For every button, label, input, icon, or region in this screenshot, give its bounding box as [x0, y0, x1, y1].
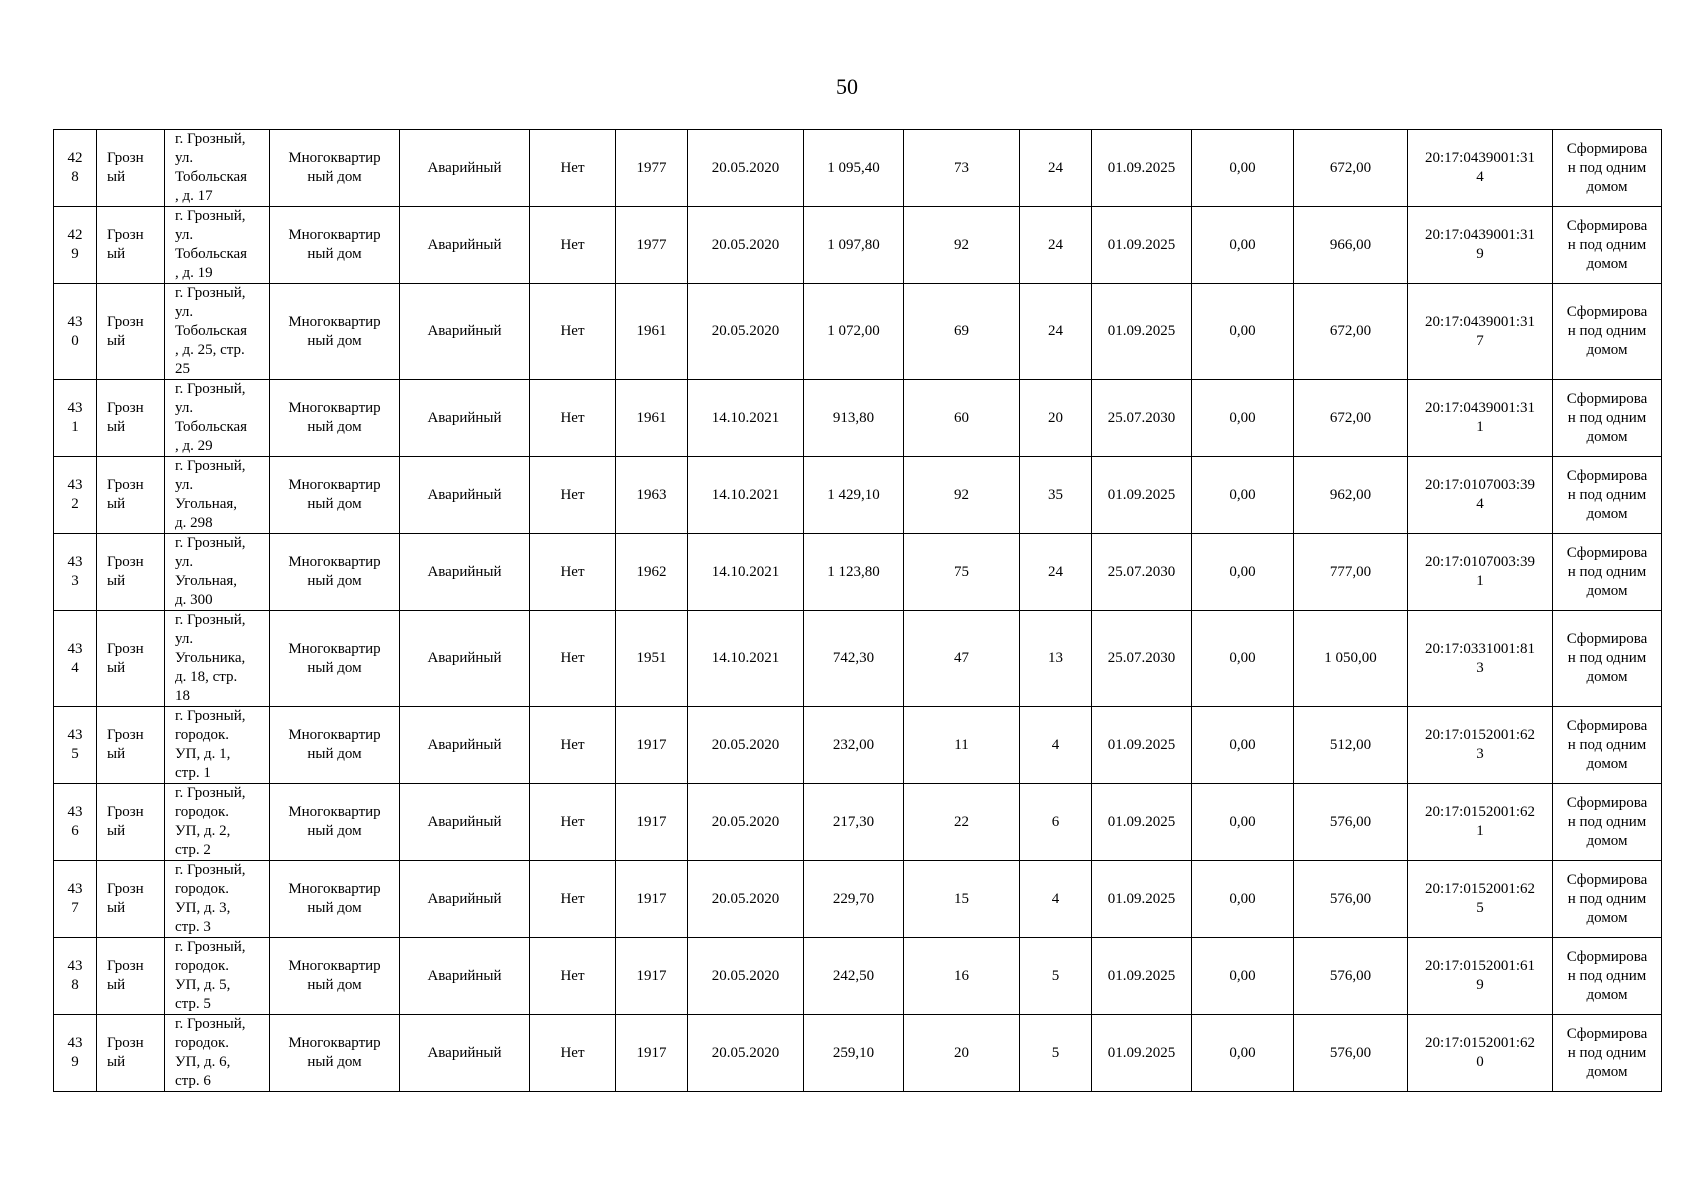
row-number-cell: 43 7 — [54, 861, 97, 938]
table-body — [54, 130, 1662, 1092]
city-cell: Грозн ый — [97, 380, 165, 457]
address-cell: г. Грозный, городок. УП, д. 2, стр. 2 — [165, 784, 270, 861]
address-cell: г. Грозный, ул. Угольная, д. 298 — [165, 457, 270, 534]
building-type-cell: Многоквартир ный дом — [270, 130, 400, 207]
recognized-date-cell: 14.10.2021 — [688, 380, 804, 457]
status-cell: Аварийный — [400, 707, 530, 784]
row-number-cell: 43 6 — [54, 784, 97, 861]
row-number-cell: 43 1 — [54, 380, 97, 457]
recognized-date-cell: 14.10.2021 — [688, 534, 804, 611]
address-cell: г. Грозный, городок. УП, д. 1, стр. 1 — [165, 707, 270, 784]
building-type-cell: Многоквартир ный дом — [270, 784, 400, 861]
apartments-cell: 4 — [1020, 707, 1092, 784]
cadastral-number-cell: 20:17:0107003:39 1 — [1408, 534, 1553, 611]
cadastral-number-cell: 20:17:0107003:39 4 — [1408, 457, 1553, 534]
area-cell: 913,80 — [804, 380, 904, 457]
flag-cell: Нет — [530, 611, 616, 707]
value1-cell: 0,00 — [1192, 534, 1294, 611]
building-type-cell: Многоквартир ный дом — [270, 207, 400, 284]
city-cell: Грозн ый — [97, 207, 165, 284]
note-cell: Сформирова н под одним домом — [1553, 457, 1662, 534]
year-cell: 1917 — [616, 1015, 688, 1092]
flag-cell: Нет — [530, 284, 616, 380]
table-row — [54, 707, 1662, 784]
status-cell: Аварийный — [400, 457, 530, 534]
year-cell: 1917 — [616, 784, 688, 861]
flag-cell: Нет — [530, 861, 616, 938]
value1-cell: 0,00 — [1192, 861, 1294, 938]
cadastral-number-cell: 20:17:0152001:62 0 — [1408, 1015, 1553, 1092]
area-cell: 1 097,80 — [804, 207, 904, 284]
row-number-cell: 43 9 — [54, 1015, 97, 1092]
value2-cell: 962,00 — [1294, 457, 1408, 534]
flag-cell: Нет — [530, 380, 616, 457]
note-cell: Сформирова н под одним домом — [1553, 380, 1662, 457]
apartments-cell: 24 — [1020, 207, 1092, 284]
table-row — [54, 284, 1662, 380]
residents-cell: 20 — [904, 1015, 1020, 1092]
recognized-date-cell: 14.10.2021 — [688, 611, 804, 707]
deadline-cell: 01.09.2025 — [1092, 284, 1192, 380]
cadastral-number-cell: 20:17:0331001:81 3 — [1408, 611, 1553, 707]
table-row — [54, 784, 1662, 861]
area-cell: 259,10 — [804, 1015, 904, 1092]
deadline-cell: 01.09.2025 — [1092, 1015, 1192, 1092]
status-cell: Аварийный — [400, 207, 530, 284]
note-cell: Сформирова н под одним домом — [1553, 130, 1662, 207]
apartments-cell: 24 — [1020, 130, 1092, 207]
flag-cell: Нет — [530, 784, 616, 861]
note-cell: Сформирова н под одним домом — [1553, 707, 1662, 784]
residents-cell: 11 — [904, 707, 1020, 784]
recognized-date-cell: 20.05.2020 — [688, 130, 804, 207]
city-cell: Грозн ый — [97, 938, 165, 1015]
building-type-cell: Многоквартир ный дом — [270, 284, 400, 380]
residents-cell: 92 — [904, 457, 1020, 534]
table-row — [54, 534, 1662, 611]
status-cell: Аварийный — [400, 611, 530, 707]
value1-cell: 0,00 — [1192, 784, 1294, 861]
flag-cell: Нет — [530, 707, 616, 784]
city-cell: Грозн ый — [97, 1015, 165, 1092]
table-row — [54, 611, 1662, 707]
year-cell: 1951 — [616, 611, 688, 707]
value2-cell: 576,00 — [1294, 784, 1408, 861]
flag-cell: Нет — [530, 938, 616, 1015]
status-cell: Аварийный — [400, 1015, 530, 1092]
deadline-cell: 01.09.2025 — [1092, 130, 1192, 207]
apartments-cell: 4 — [1020, 861, 1092, 938]
residents-cell: 75 — [904, 534, 1020, 611]
area-cell: 1 123,80 — [804, 534, 904, 611]
year-cell: 1917 — [616, 861, 688, 938]
status-cell: Аварийный — [400, 784, 530, 861]
value1-cell: 0,00 — [1192, 130, 1294, 207]
apartments-cell: 13 — [1020, 611, 1092, 707]
value2-cell: 576,00 — [1294, 1015, 1408, 1092]
flag-cell: Нет — [530, 534, 616, 611]
note-cell: Сформирова н под одним домом — [1553, 207, 1662, 284]
value2-cell: 576,00 — [1294, 861, 1408, 938]
recognized-date-cell: 20.05.2020 — [688, 707, 804, 784]
year-cell: 1961 — [616, 284, 688, 380]
value1-cell: 0,00 — [1192, 207, 1294, 284]
deadline-cell: 01.09.2025 — [1092, 938, 1192, 1015]
recognized-date-cell: 20.05.2020 — [688, 938, 804, 1015]
apartments-cell: 5 — [1020, 938, 1092, 1015]
residents-cell: 69 — [904, 284, 1020, 380]
row-number-cell: 43 2 — [54, 457, 97, 534]
row-number-cell: 43 5 — [54, 707, 97, 784]
year-cell: 1961 — [616, 380, 688, 457]
note-cell: Сформирова н под одним домом — [1553, 534, 1662, 611]
status-cell: Аварийный — [400, 130, 530, 207]
flag-cell: Нет — [530, 1015, 616, 1092]
year-cell: 1977 — [616, 207, 688, 284]
cadastral-number-cell: 20:17:0439001:31 7 — [1408, 284, 1553, 380]
value2-cell: 672,00 — [1294, 380, 1408, 457]
page-number: 50 — [836, 74, 858, 99]
recognized-date-cell: 20.05.2020 — [688, 207, 804, 284]
building-type-cell: Многоквартир ный дом — [270, 534, 400, 611]
status-cell: Аварийный — [400, 861, 530, 938]
deadline-cell: 01.09.2025 — [1092, 784, 1192, 861]
flag-cell: Нет — [530, 457, 616, 534]
value1-cell: 0,00 — [1192, 284, 1294, 380]
apartments-cell: 35 — [1020, 457, 1092, 534]
table-row — [54, 380, 1662, 457]
table-row — [54, 130, 1662, 207]
year-cell: 1977 — [616, 130, 688, 207]
recognized-date-cell: 20.05.2020 — [688, 1015, 804, 1092]
row-number-cell: 42 8 — [54, 130, 97, 207]
address-cell: г. Грозный, ул. Тобольская , д. 19 — [165, 207, 270, 284]
area-cell: 1 429,10 — [804, 457, 904, 534]
address-cell: г. Грозный, городок. УП, д. 6, стр. 6 — [165, 1015, 270, 1092]
table-row — [54, 457, 1662, 534]
value2-cell: 1 050,00 — [1294, 611, 1408, 707]
row-number-cell: 42 9 — [54, 207, 97, 284]
value1-cell: 0,00 — [1192, 457, 1294, 534]
apartments-cell: 20 — [1020, 380, 1092, 457]
year-cell: 1917 — [616, 938, 688, 1015]
city-cell: Грозн ый — [97, 707, 165, 784]
cadastral-number-cell: 20:17:0439001:31 9 — [1408, 207, 1553, 284]
city-cell: Грозн ый — [97, 284, 165, 380]
flag-cell: Нет — [530, 207, 616, 284]
flag-cell: Нет — [530, 130, 616, 207]
address-cell: г. Грозный, ул. Угольная, д. 300 — [165, 534, 270, 611]
note-cell: Сформирова н под одним домом — [1553, 938, 1662, 1015]
table-row — [54, 861, 1662, 938]
building-type-cell: Многоквартир ный дом — [270, 457, 400, 534]
status-cell: Аварийный — [400, 380, 530, 457]
note-cell: Сформирова н под одним домом — [1553, 611, 1662, 707]
row-number-cell: 43 0 — [54, 284, 97, 380]
apartments-cell: 6 — [1020, 784, 1092, 861]
status-cell: Аварийный — [400, 534, 530, 611]
area-cell: 1 095,40 — [804, 130, 904, 207]
residents-cell: 15 — [904, 861, 1020, 938]
residents-cell: 60 — [904, 380, 1020, 457]
building-type-cell: Многоквартир ный дом — [270, 707, 400, 784]
recognized-date-cell: 20.05.2020 — [688, 861, 804, 938]
address-cell: г. Грозный, городок. УП, д. 3, стр. 3 — [165, 861, 270, 938]
status-cell: Аварийный — [400, 938, 530, 1015]
year-cell: 1917 — [616, 707, 688, 784]
value2-cell: 672,00 — [1294, 130, 1408, 207]
deadline-cell: 01.09.2025 — [1092, 457, 1192, 534]
residents-cell: 22 — [904, 784, 1020, 861]
residents-cell: 47 — [904, 611, 1020, 707]
building-type-cell: Многоквартир ный дом — [270, 1015, 400, 1092]
cadastral-number-cell: 20:17:0152001:62 3 — [1408, 707, 1553, 784]
address-cell: г. Грозный, ул. Тобольская , д. 17 — [165, 130, 270, 207]
table-row — [54, 938, 1662, 1015]
recognized-date-cell: 20.05.2020 — [688, 284, 804, 380]
note-cell: Сформирова н под одним домом — [1553, 1015, 1662, 1092]
cadastral-number-cell: 20:17:0439001:31 4 — [1408, 130, 1553, 207]
apartments-cell: 24 — [1020, 284, 1092, 380]
deadline-cell: 25.07.2030 — [1092, 534, 1192, 611]
area-cell: 229,70 — [804, 861, 904, 938]
city-cell: Грозн ый — [97, 784, 165, 861]
city-cell: Грозн ый — [97, 130, 165, 207]
area-cell: 242,50 — [804, 938, 904, 1015]
residents-cell: 73 — [904, 130, 1020, 207]
apartments-cell: 24 — [1020, 534, 1092, 611]
value2-cell: 672,00 — [1294, 284, 1408, 380]
address-cell: г. Грозный, ул. Тобольская , д. 29 — [165, 380, 270, 457]
building-type-cell: Многоквартир ный дом — [270, 861, 400, 938]
area-cell: 217,30 — [804, 784, 904, 861]
row-number-cell: 43 4 — [54, 611, 97, 707]
cadastral-number-cell: 20:17:0152001:62 1 — [1408, 784, 1553, 861]
deadline-cell: 25.07.2030 — [1092, 380, 1192, 457]
year-cell: 1963 — [616, 457, 688, 534]
deadline-cell: 25.07.2030 — [1092, 611, 1192, 707]
value2-cell: 576,00 — [1294, 938, 1408, 1015]
area-cell: 232,00 — [804, 707, 904, 784]
row-number-cell: 43 3 — [54, 534, 97, 611]
apartments-cell: 5 — [1020, 1015, 1092, 1092]
note-cell: Сформирова н под одним домом — [1553, 284, 1662, 380]
deadline-cell: 01.09.2025 — [1092, 861, 1192, 938]
recognized-date-cell: 20.05.2020 — [688, 784, 804, 861]
value1-cell: 0,00 — [1192, 1015, 1294, 1092]
value1-cell: 0,00 — [1192, 380, 1294, 457]
residents-cell: 16 — [904, 938, 1020, 1015]
cadastral-number-cell: 20:17:0152001:62 5 — [1408, 861, 1553, 938]
deadline-cell: 01.09.2025 — [1092, 207, 1192, 284]
status-cell: Аварийный — [400, 284, 530, 380]
note-cell: Сформирова н под одним домом — [1553, 861, 1662, 938]
value1-cell: 0,00 — [1192, 611, 1294, 707]
table-row — [54, 1015, 1662, 1092]
residents-cell: 92 — [904, 207, 1020, 284]
cadastral-number-cell: 20:17:0152001:61 9 — [1408, 938, 1553, 1015]
city-cell: Грозн ый — [97, 534, 165, 611]
area-cell: 1 072,00 — [804, 284, 904, 380]
address-cell: г. Грозный, ул. Угольника, д. 18, стр. 18 — [165, 611, 270, 707]
address-cell: г. Грозный, городок. УП, д. 5, стр. 5 — [165, 938, 270, 1015]
recognized-date-cell: 14.10.2021 — [688, 457, 804, 534]
deadline-cell: 01.09.2025 — [1092, 707, 1192, 784]
value2-cell: 512,00 — [1294, 707, 1408, 784]
city-cell: Грозн ый — [97, 861, 165, 938]
building-type-cell: Многоквартир ный дом — [270, 938, 400, 1015]
value1-cell: 0,00 — [1192, 707, 1294, 784]
area-cell: 742,30 — [804, 611, 904, 707]
city-cell: Грозн ый — [97, 611, 165, 707]
address-cell: г. Грозный, ул. Тобольская , д. 25, стр. 25 — [165, 284, 270, 380]
city-cell: Грозн ый — [97, 457, 165, 534]
housing-registry-table — [53, 129, 1662, 1092]
value2-cell: 966,00 — [1294, 207, 1408, 284]
building-type-cell: Многоквартир ный дом — [270, 380, 400, 457]
building-type-cell: Многоквартир ный дом — [270, 611, 400, 707]
table-row — [54, 207, 1662, 284]
row-number-cell: 43 8 — [54, 938, 97, 1015]
cadastral-number-cell: 20:17:0439001:31 1 — [1408, 380, 1553, 457]
note-cell: Сформирова н под одним домом — [1553, 784, 1662, 861]
value1-cell: 0,00 — [1192, 938, 1294, 1015]
year-cell: 1962 — [616, 534, 688, 611]
value2-cell: 777,00 — [1294, 534, 1408, 611]
